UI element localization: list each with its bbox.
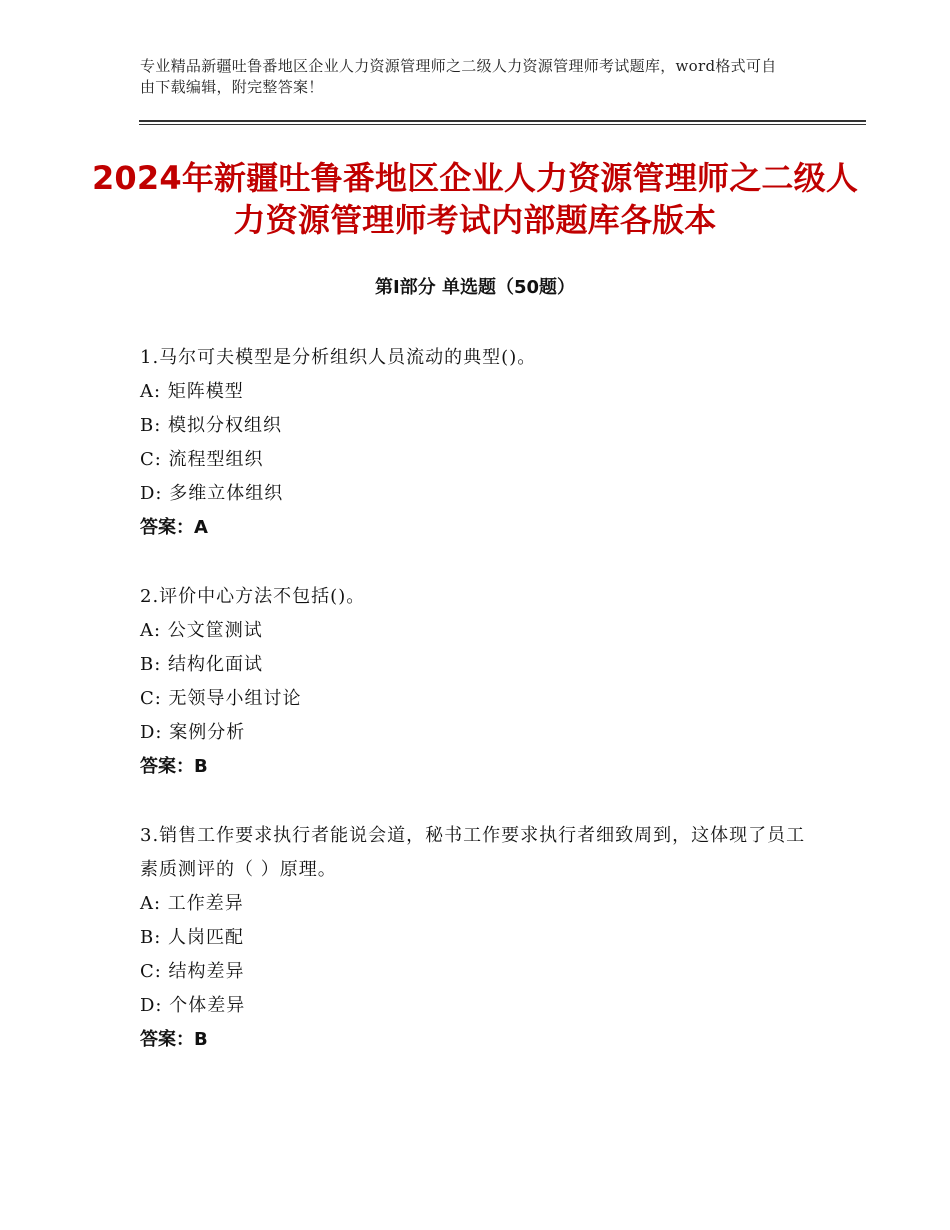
option-c: C: 无领导小组讨论 xyxy=(140,688,302,709)
option-d: D: 个体差异 xyxy=(140,995,246,1016)
question-item xyxy=(140,819,820,1057)
option-d: D: 多维立体组织 xyxy=(140,483,284,504)
answer-label: 答案：B xyxy=(140,756,208,777)
option-a: A: 公文筐测试 xyxy=(140,620,263,641)
question-stem: 1.马尔可夫模型是分析组织人员流动的典型()。 xyxy=(140,347,537,368)
question-item xyxy=(140,580,820,784)
header-divider xyxy=(139,120,866,122)
option-d: D: 案例分析 xyxy=(140,722,246,743)
question-stem: 2.评价中心方法不包括()。 xyxy=(140,586,366,607)
answer-label: 答案：B xyxy=(140,1029,208,1050)
document-title: 2024年新疆吐鲁番地区企业人力资源管理师之二级人力资源管理师考试内部题库各版本 xyxy=(91,159,859,239)
header-divider-thin xyxy=(139,124,866,125)
header-note: 专业精品新疆吐鲁番地区企业人力资源管理师之二级人力资源管理师考试题库，word格式可自由下载编辑，附完整答案！ xyxy=(140,57,777,96)
section-heading: 第Ⅰ部分 单选题（50题） xyxy=(374,277,575,298)
option-c: C: 流程型组织 xyxy=(140,449,264,470)
option-b: B: 模拟分权组织 xyxy=(140,415,283,436)
option-c: C: 结构差异 xyxy=(140,961,245,982)
option-b: B: 人岗匹配 xyxy=(140,927,245,948)
question-item xyxy=(140,341,820,545)
option-a: A: 矩阵模型 xyxy=(140,381,244,402)
option-b: B: 结构化面试 xyxy=(140,654,264,675)
answer-label: 答案：A xyxy=(140,517,208,538)
option-a: A: 工作差异 xyxy=(140,893,244,914)
question-stem: 3.销售工作要求执行者能说会道，秘书工作要求执行者细致周到，这体现了员工素质测评的（ ）原理。 xyxy=(140,825,806,880)
